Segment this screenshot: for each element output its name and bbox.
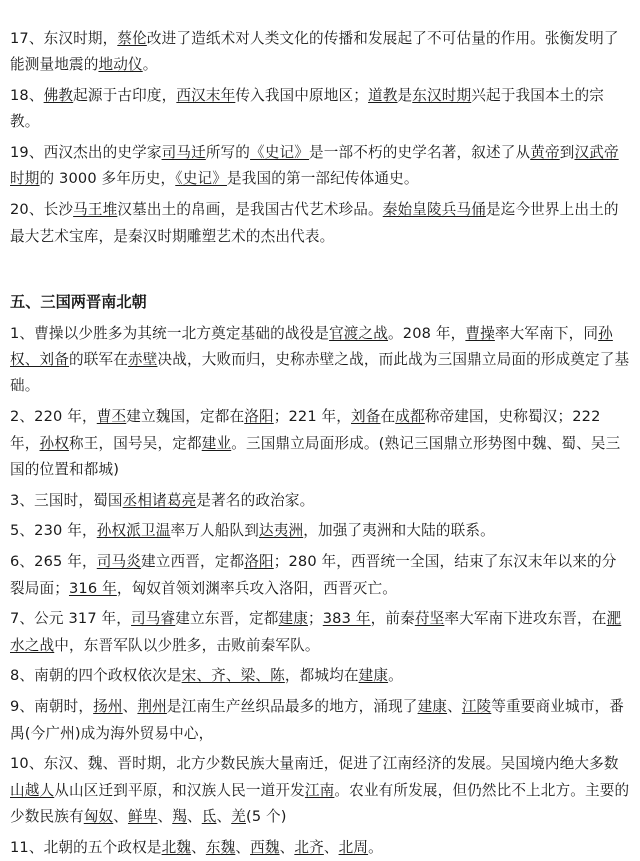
- text-run: ，加强了夷洲和大陆的联系。: [303, 522, 495, 540]
- paragraph-p19: [10, 140, 630, 193]
- key-term: 西魏: [250, 838, 280, 856]
- key-term: 建康: [278, 610, 308, 628]
- text-run: 、: [122, 698, 138, 716]
- key-term: 地动仪: [98, 56, 143, 74]
- key-term: 东魏: [205, 838, 236, 856]
- key-term: 氐: [201, 807, 217, 825]
- key-term: 荆州: [137, 698, 167, 716]
- text-run: 改进了造纸术对人类文化的传播和发展起了不可估量的作用。张衡发明了能测量地震的: [10, 30, 619, 74]
- key-term: 曹操: [465, 324, 495, 342]
- text-run: 、: [235, 838, 251, 856]
- text-run: 的联军在: [68, 351, 128, 369]
- key-term: 北魏: [161, 838, 192, 856]
- text-run: 兴起于我国本土的宗教。: [10, 87, 604, 131]
- text-run: 1、曹操以少胜多为其统一北方奠定基础的战役是: [10, 324, 330, 342]
- paragraph-group-han-dynasty: [10, 26, 630, 250]
- key-term: 洛阳: [244, 408, 274, 426]
- text-run: 、: [323, 838, 339, 856]
- text-run: 。: [142, 56, 158, 74]
- text-run: 等重要商业城市，番禺(今广州)成为海外贸易中心，: [10, 698, 625, 742]
- text-run: 建立魏国，定都在: [126, 408, 245, 426]
- text-run: 到: [559, 144, 575, 162]
- key-term: 羌: [231, 807, 246, 825]
- key-term: 黄帝: [530, 144, 560, 162]
- key-term: 东汉时期: [412, 87, 472, 105]
- text-run: 中，东晋军队以少胜多，击败前秦军队。: [54, 636, 320, 654]
- paragraph-s5: [10, 518, 630, 544]
- key-term: 达夷洲: [258, 522, 304, 540]
- text-run: 传入我国中原地区；: [235, 87, 369, 105]
- text-run: 17、东汉时期，: [10, 30, 118, 47]
- text-run: 是: [397, 87, 413, 105]
- key-term: 赤壁: [127, 351, 158, 369]
- paragraph-p20: [10, 197, 630, 250]
- text-run: 率万人船队到: [170, 522, 259, 540]
- paragraph-s7: [10, 606, 630, 659]
- text-run: 是我国的第一部纪传体通史。: [226, 170, 419, 188]
- text-run: ，匈奴首领刘渊率兵攻入洛阳，西晋灭亡。: [116, 579, 397, 597]
- text-run: (5 个): [245, 807, 287, 825]
- text-run: 、: [186, 807, 202, 825]
- text-run: 8、南朝的四个政权依次是: [10, 667, 182, 685]
- key-term: 建康: [417, 698, 448, 716]
- text-run: 。: [388, 667, 403, 685]
- paragraph-s2: [10, 404, 630, 483]
- text-run: 是一部不朽的史学名著，叙述了从: [309, 144, 531, 162]
- text-run: 建立东晋，定都: [175, 610, 279, 628]
- key-term: 淝水之战: [10, 610, 622, 654]
- key-term: 《史记》: [175, 170, 227, 188]
- text-run: ；280 年，西晋统一全国，结束了东汉末年以来的分裂局面；: [10, 553, 617, 597]
- section-heading: 五、三国两晋南北朝: [10, 292, 147, 311]
- key-term: 匈奴: [83, 807, 114, 825]
- text-run: 19、西汉杰出的史学家: [10, 144, 162, 162]
- key-term: 道教: [368, 87, 398, 105]
- text-run: 是江南生产丝织品最多的地方，涌现了: [166, 698, 418, 716]
- text-run: 、: [157, 807, 173, 825]
- text-run: 是著名的政治家。: [196, 491, 315, 509]
- text-run: 所写的: [205, 144, 251, 162]
- paragraph-s10: [10, 751, 630, 830]
- key-term: 北周: [338, 838, 369, 856]
- key-term: 孙权派卫温: [96, 522, 171, 540]
- text-run: 5、230 年，: [10, 522, 97, 540]
- paragraph-s6: [10, 549, 630, 602]
- text-run: 决战，大败而归，史称赤壁之战，而此战为三国鼎立局面的形成奠定了基础。: [10, 351, 630, 395]
- key-term: 秦始皇陵兵马俑: [382, 201, 486, 219]
- key-term: 刘备: [351, 408, 381, 426]
- text-run: 10、东汉、魏、晋时期，北方少数民族大量南迁，促进了江南经济的发展。吴国境内绝大多数: [10, 755, 619, 773]
- text-run: 。三国鼎立局面形成。(熟记三国鼎立形势图中魏、蜀、吴三国的位置和都城): [10, 434, 621, 478]
- key-term: 司马迁: [161, 144, 206, 162]
- text-run: 汉墓出土的帛画，是我国古代艺术珍品。: [117, 201, 383, 219]
- key-term: 383 年: [322, 610, 371, 628]
- paragraph-s3: [10, 488, 630, 514]
- key-term: 司马睿: [131, 610, 176, 628]
- text-run: 从山区迁到平原，和汉族人民一道开发: [54, 781, 305, 799]
- text-run: 9、南朝时，: [10, 698, 94, 716]
- text-run: ，都城均在: [284, 667, 359, 685]
- key-term: 马王堆: [73, 201, 118, 219]
- key-term: 江南: [304, 781, 335, 799]
- paragraph-s1: [10, 321, 630, 400]
- key-term: 官渡之战: [329, 324, 389, 342]
- text-run: ；221 年，: [273, 408, 352, 426]
- paragraph-s11: [10, 835, 630, 861]
- text-run: 率大军南下，同: [494, 324, 599, 342]
- key-term: 北齐: [294, 838, 324, 856]
- key-term: 孙权、刘备: [10, 324, 613, 369]
- text-run: 率大军南下进攻东晋，在: [444, 610, 607, 628]
- text-run: 的 3000 多年历史，: [39, 170, 176, 188]
- text-run: 。: [368, 838, 383, 856]
- text-run: 6、265 年，: [10, 553, 97, 571]
- text-run: 7、公元 317 年，: [10, 610, 132, 628]
- text-run: 、: [216, 807, 232, 825]
- key-term: 司马炎: [96, 553, 141, 571]
- key-term: 孙权: [39, 434, 69, 452]
- key-term: 鲜卑: [127, 807, 158, 825]
- text-run: 、: [447, 698, 462, 716]
- paragraph-p17: [10, 26, 630, 79]
- text-run: 、: [113, 807, 128, 825]
- text-run: 、: [279, 838, 295, 856]
- text-run: ；: [308, 610, 323, 628]
- key-term: 西汉末年: [176, 87, 236, 105]
- text-run: 起源于古印度，: [73, 87, 177, 105]
- key-term: 建康: [358, 667, 389, 685]
- key-term: 丞相诸葛亮: [122, 491, 197, 509]
- key-term: 扬州: [93, 698, 123, 716]
- text-run: 称王，国号吴，定都: [69, 434, 202, 452]
- text-run: 2、220 年，: [10, 408, 97, 426]
- key-term: 江陵: [461, 698, 492, 716]
- text-run: ，前秦: [370, 610, 415, 628]
- key-term: 山越人: [10, 781, 55, 799]
- text-run: 是迄今世界上出土的最大艺术宝库，是秦汉时期雕塑艺术的杰出代表。: [10, 201, 619, 245]
- paragraph-s9: [10, 694, 630, 747]
- text-run: 3、三国时，蜀国: [10, 491, 123, 509]
- text-run: 、: [191, 838, 206, 856]
- key-term: 《史记》: [250, 144, 310, 162]
- text-run: 建立西晋，定都: [141, 553, 245, 571]
- text-run: 18、: [10, 87, 44, 105]
- key-term: 316 年: [68, 579, 117, 597]
- paragraph-s8: [10, 663, 630, 689]
- key-term: 羯: [172, 807, 187, 825]
- paragraph-p18: [10, 83, 630, 136]
- text-run: 。208 年，: [388, 324, 466, 342]
- key-term: 建业: [201, 434, 232, 452]
- key-term: 洛阳: [244, 553, 274, 571]
- text-run: 称帝建国，史称蜀汉；222 年，: [10, 408, 601, 452]
- key-term: 成都: [395, 408, 425, 426]
- key-term: 苻坚: [414, 610, 445, 628]
- text-run: 11、北朝的五个政权是: [10, 838, 162, 856]
- key-term: 汉武帝时期: [10, 144, 619, 188]
- text-run: 。农业有所发展，但仍然比不上北方。主要的少数民族有: [10, 781, 630, 825]
- paragraph-group-three-kingdoms: [10, 321, 630, 861]
- text-run: 20、长沙: [10, 201, 74, 219]
- text-run: 在: [380, 408, 396, 426]
- key-term: 宋、齐、梁、陈: [181, 667, 285, 685]
- key-term: 曹丕: [96, 408, 127, 426]
- key-term: 蔡伦: [117, 30, 147, 47]
- key-term: 佛教: [43, 87, 74, 105]
